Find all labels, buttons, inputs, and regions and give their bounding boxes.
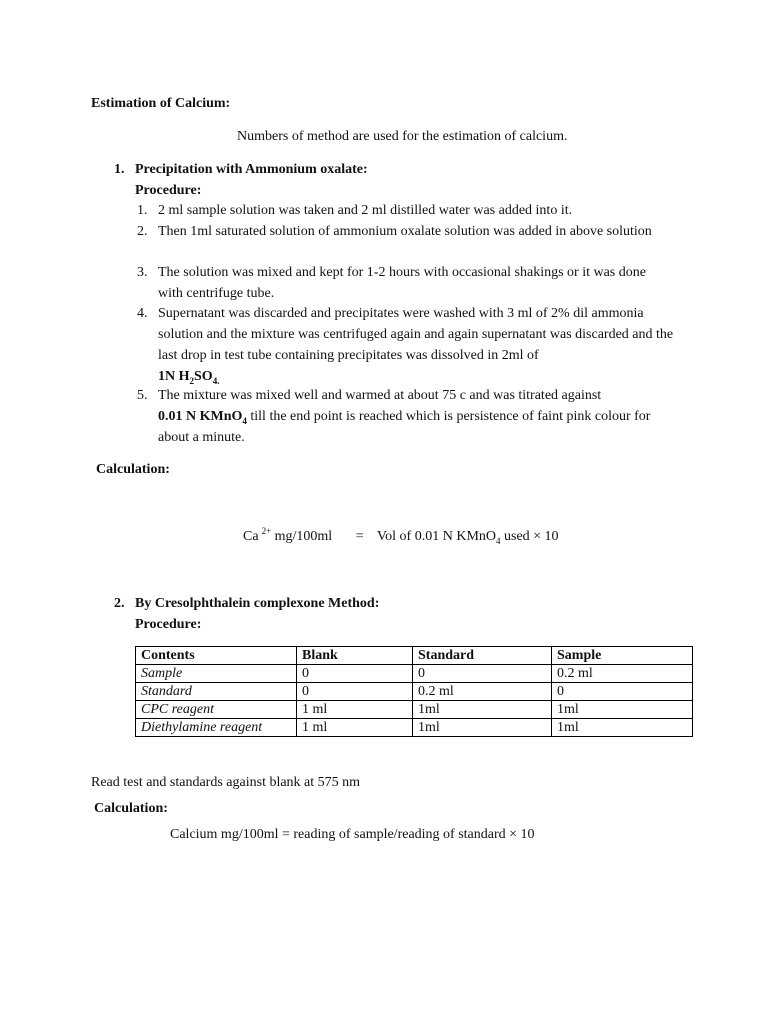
reagent-table [135,646,693,737]
step-3-text: The solution was mixed and kept for 1-2 hours with occasional shakings or it was done with centrifuge tube. [158,265,646,301]
method1-procedure-label: Procedure: [135,183,202,198]
step-5-text [158,385,678,448]
step-4-number: 4. [137,306,148,321]
table-row [136,683,693,701]
step-5-tail: till the end point is reached which is persistence of faint pink colour for about a minute. [158,409,651,445]
table-cell: 0 [552,683,693,701]
table-row [136,701,693,719]
table-cell: Standard [136,683,297,701]
step-4-body: Supernatant was discarded and precipitates were washed with 3 ml of 2% dil ammonia solution and the mixture was centrifuged again and again supernatant was discarded and the last drop in test tube containing precipitates was dissolved in 2ml of [158,306,674,363]
table-cell: 1ml [413,701,552,719]
step-2-text: Then 1ml saturated solution of ammonium oxalate solution was added in above solution [158,224,652,239]
step-5-body: The mixture was mixed well and warmed at about 75 c and was titrated against [158,388,602,403]
method1-number: 1. [114,162,125,177]
table-cell: 1ml [552,719,693,737]
method2-number: 2. [114,596,125,611]
table-cell: 0 [297,683,413,701]
table-row [136,665,693,683]
header-sample: Sample [552,647,693,665]
step-5-number: 5. [137,388,148,403]
method1-calculation-label: Calculation: [96,462,170,477]
method1-formula: Ca $^{2+}$ mg/100ml = Vol of 0.01 N KMnO$_4$ used × 10 [243,526,559,546]
step-1-text: 2 ml sample solution was taken and 2 ml distilled water was added into it. [158,203,573,218]
table-cell: 0 [297,665,413,683]
step-4-acid: 1N $H_2SO_{4.}$ [158,369,220,386]
read-note: Read test and standards against blank at 575 nm [91,775,361,790]
method1-heading: Precipitation with Ammonium oxalate: [135,162,368,177]
table-cell: 1 ml [297,719,413,737]
table-cell: 1 ml [297,701,413,719]
header-blank: Blank [297,647,413,665]
table-cell: 1ml [413,719,552,737]
table-cell: Diethylamine reagent [136,719,297,737]
table-cell: 0.2 ml [413,683,552,701]
step-5-reagent: 0.01 N KMnO$_4$ [158,409,247,426]
method2-procedure-label: Procedure: [135,617,202,632]
table-cell: CPC reagent [136,701,297,719]
table-cell: 0 [413,665,552,683]
table-row [136,719,693,737]
step-3-number: 3. [137,265,148,280]
table-cell: 1ml [552,701,693,719]
step-1-number: 1. [137,203,148,218]
document-title: Estimation of Calcium: [91,96,231,111]
header-contents: Contents [136,647,297,665]
method2-heading: By Cresolphthalein complexone Method: [135,596,380,611]
step-2-number: 2. [137,224,148,239]
header-standard: Standard [413,647,552,665]
method2-calculation-label: Calculation: [94,801,168,816]
step-4-text [158,303,683,387]
method2-formula: Calcium mg/100ml = reading of sample/reading of standard × 10 [170,827,535,842]
table-cell: Sample [136,665,297,683]
table-cell: 0.2 ml [552,665,693,683]
table-header-row [136,647,693,665]
intro-text: Numbers of method are used for the estimation of calcium. [237,129,568,144]
